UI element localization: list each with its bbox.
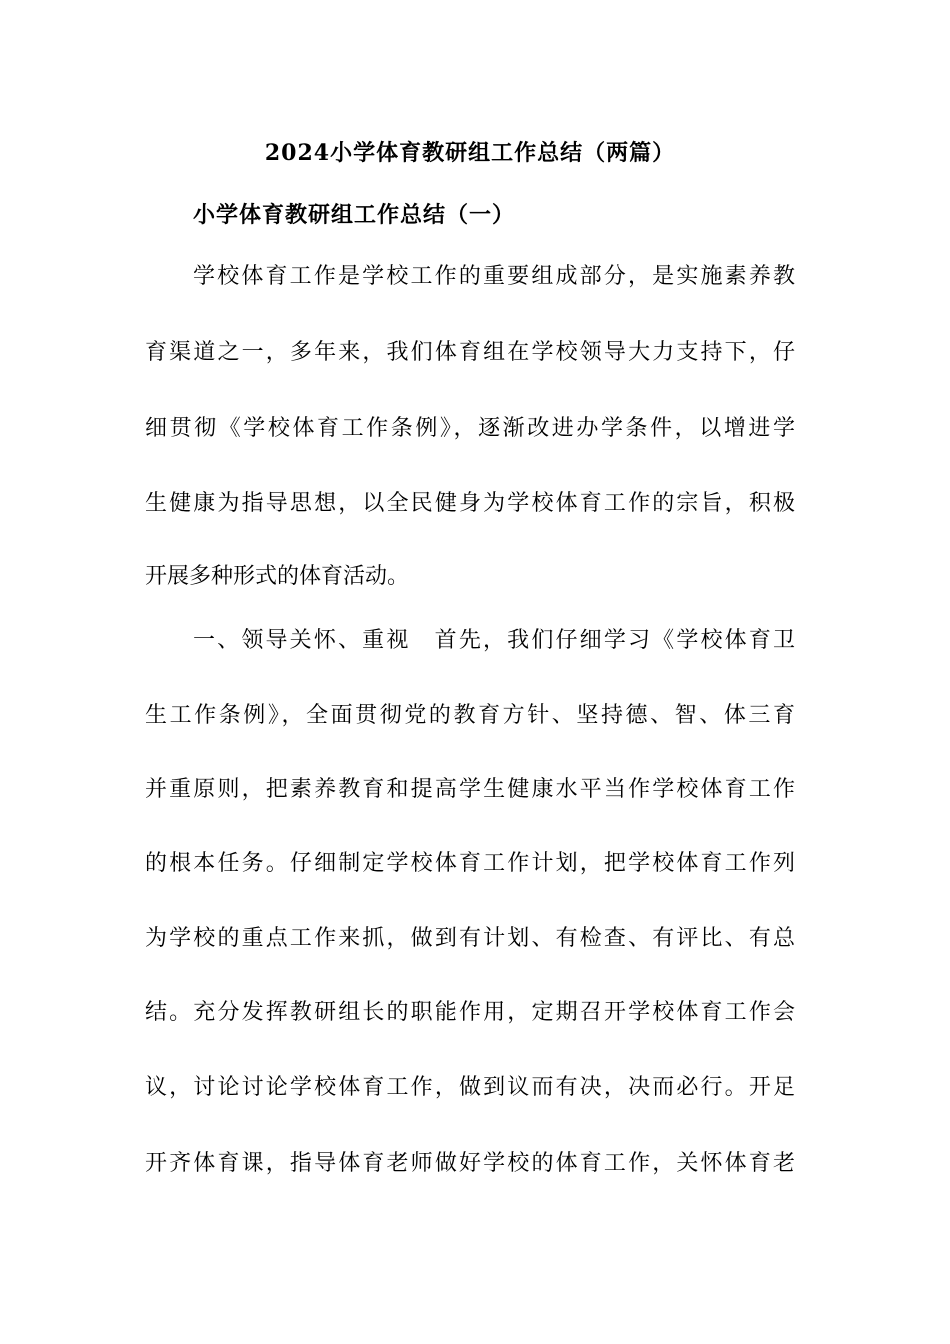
paragraph-line: 育渠道之一，多年来，我们体育组在学校领导大力支持下，仔 [145, 340, 795, 365]
section-heading: 小学体育教研组工作总结（一） [193, 202, 516, 228]
paragraph-line: 并重原则，把素养教育和提高学生健康水平当作学校体育工作 [145, 777, 795, 802]
paragraph-line: 学校体育工作是学校工作的重要组成部分，是实施素养教 [193, 264, 795, 289]
paragraph-line: 议，讨论讨论学校体育工作，做到议而有决，决而必行。开足 [145, 1075, 795, 1100]
document-title: 2024小学体育教研组工作总结（两篇） [264, 140, 676, 166]
paragraph-line: 生工作条例》，全面贯彻党的教育方针、坚持德、智、体三育 [145, 703, 795, 728]
paragraph-line: 为学校的重点工作来抓，做到有计划、有检查、有评比、有总 [145, 926, 795, 951]
paragraph-line: 开展多种形式的体育活动。 [145, 564, 410, 589]
paragraph-line: 一、领导关怀、重视 首先，我们仔细学习《学校体育卫 [193, 628, 795, 653]
paragraph-line: 开齐体育课，指导体育老师做好学校的体育工作，关怀体育老 [145, 1151, 795, 1176]
paragraph-line: 生健康为指导思想，以全民健身为学校体育工作的宗旨，积极 [145, 491, 795, 516]
paragraph-line: 结。充分发挥教研组长的职能作用，定期召开学校体育工作会 [145, 1000, 795, 1025]
paragraph-line: 的根本任务。仔细制定学校体育工作计划，把学校体育工作列 [145, 851, 795, 876]
paragraph-line: 细贯彻《学校体育工作条例》，逐渐改进办学条件，以增进学 [145, 416, 795, 441]
